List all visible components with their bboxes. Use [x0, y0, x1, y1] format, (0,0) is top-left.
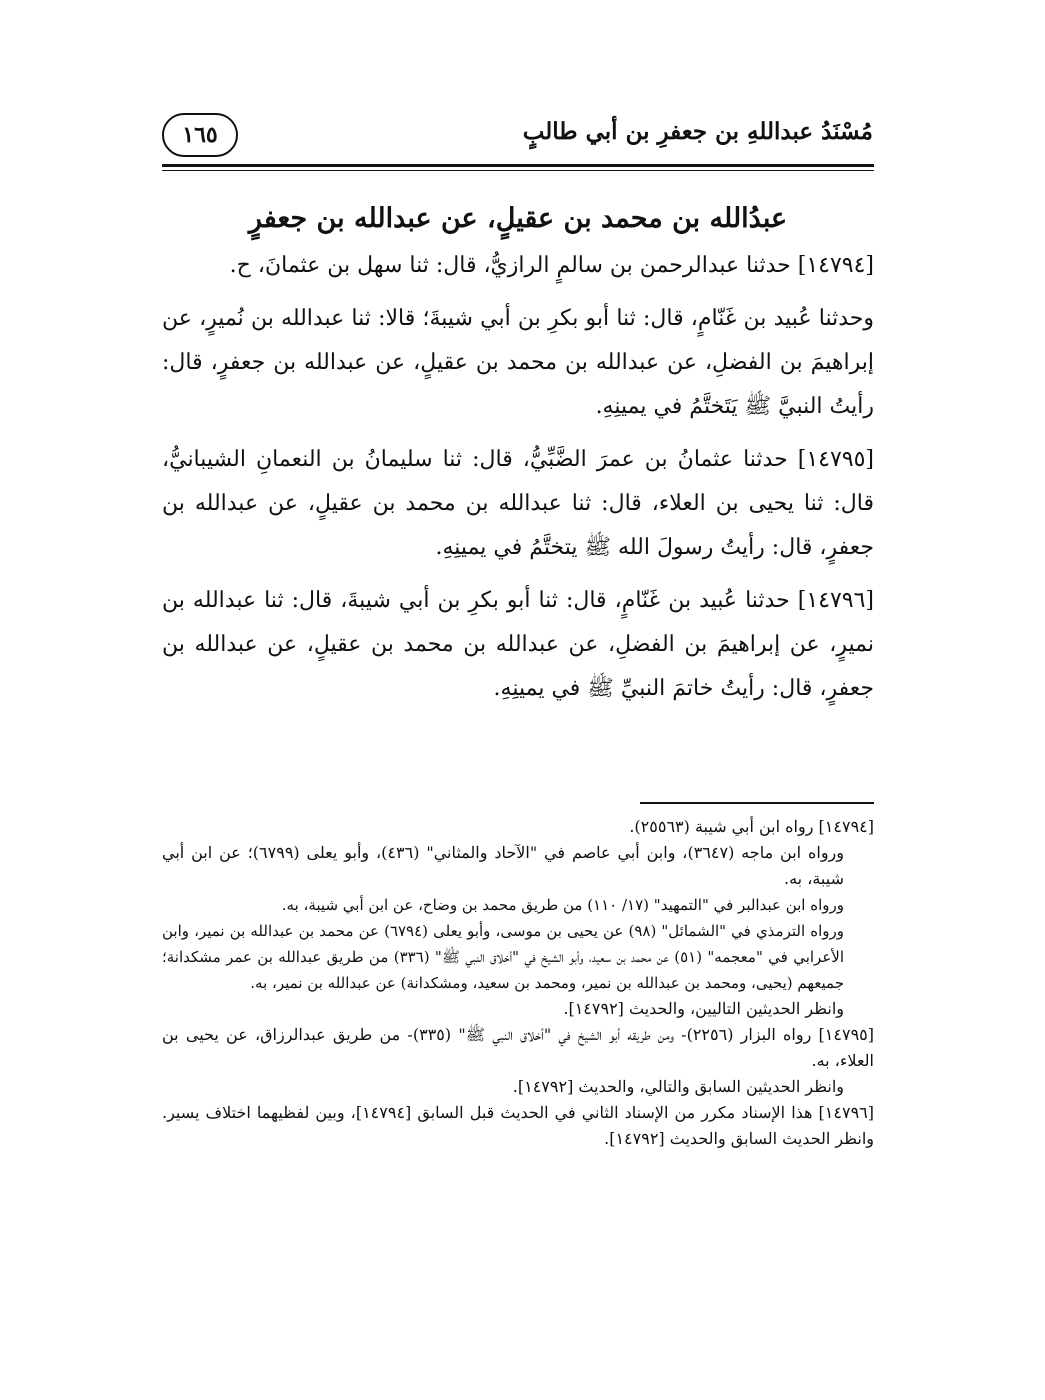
footnote: [١٤٧٩٤] رواه ابن أبي شيبة (٢٥٥٦٣).: [629, 817, 874, 836]
header-rule-thick: [162, 164, 874, 167]
footnote: ورواه ابن ماجه (٣٦٤٧)، وابن أبي عاصم في "الآحاد والمثاني" (٤٣٦)، وأبو يعلى (٦٧٩٩)؛ عن ابن أبي شيبة، به.: [162, 843, 844, 888]
hadith-paragraph: [١٤٧٩٤] حدثنا عبدالرحمن بن سالمٍ الرازيُّ، قال: ثنا سهل بن عثمانَ، ح.: [229, 253, 874, 278]
footnote: ورواه ابن عبدالبر في "التمهيد" (١٧/ ١١٠) من طريق محمد بن وضاح، عن ابن أبي شيبة، به.: [281, 896, 844, 914]
hadith-paragraph: [١٤٧٩٥] حدثنا عثمانُ بن عمرَ الضَّبِّيُّ، قال: ثنا سليمانُ بن النعمانِ الشيبانيُّ، قال: ثنا يحيى بن العلاء، قال: ثنا عبدالله بن محمد بن عقيلٍ، عن عبدالله بن جعفرٍ، قال: رأيتُ رسولَ الله ﷺ يتختَّمُ في يمينِهِ.: [162, 447, 874, 560]
footnotes: [162, 814, 874, 1152]
footnote: وانظر الحديثين السابق والتالي، والحديث [١٤٧٩٢].: [512, 1077, 844, 1096]
footnote: ورواه الترمذي في "الشمائل" (٩٨) عن يحيى بن موسى، وأبو يعلى (٦٧٩٤) عن محمد بن عبدالله بن نمير، وابن الأعرابي في "معجمه" (٥١) عن محمد بن سعيد، وأبو الشيخ في "أخلاق النبي ﷺ" (٣٣٦) من طريق عبدالله بن عمر مشكدانة؛ جميعهم (يحيى، ومحمد بن عبدالله بن نمير، ومحمد بن سعيد، ومشكدانة) عن عبدالله بن نمير، به.: [162, 922, 844, 992]
hadith-paragraph: [١٤٧٩٦] حدثنا عُبيد بن غَنّامٍ، قال: ثنا أبو بكرِ بن أبي شيبةَ، قال: ثنا عبدالله بن نميرٍ، عن إبراهيمَ بن الفضلِ، عن عبدالله بن محمد بن عقيلٍ، عن عبدالله بن جعفرٍ، قال: رأيتُ خاتمَ النبيِّ ﷺ في يمينِهِ.: [162, 588, 874, 701]
hadith-paragraph: وحدثنا عُبيد بن غَنّامٍ، قال: ثنا أبو بكرِ بن أبي شيبةَ؛ قالا: ثنا عبدالله بن نُميرٍ، عن إبراهيمَ بن الفضلِ، عن عبدالله بن محمد بن عقيلٍ، عن عبدالله بن جعفرٍ، قال: رأيتُ النبيَّ ﷺ يَتَختَّمُ في يمينِهِ.: [162, 306, 874, 419]
chapter-title: عبدُالله بن محمد بن عقيلٍ، عن عبدالله بن جعفرٍ: [248, 203, 788, 234]
main-text: [162, 196, 874, 720]
page-number: ١٦٥: [162, 113, 238, 157]
footnote: وانظر الحديثين التاليين، والحديث [١٤٧٩٢].: [563, 999, 844, 1018]
footnote: [١٤٧٩٥] رواه البزار (٢٢٥٦)- ومن طريقه أبو الشيخ في "أخلاق النبي ﷺ" (٣٣٥)- من طريق عبدالرزاق، عن يحيى بن العلاء، به.: [162, 1025, 875, 1070]
running-head: مُسْنَدُ عبداللهِ بن جعفرِ بن أبي طالبٍ: [522, 118, 873, 145]
footnote: [١٤٧٩٦] هذا الإسناد مكرر من الإسناد الثاني في الحديث قبل السابق [١٤٧٩٤]، وبين لفظيهما اختلاف يسير. وانظر الحديث السابق والحديث [١٤٧٩٢].: [162, 1103, 875, 1148]
header-rule-thin: [162, 170, 874, 171]
footnote-separator: [640, 802, 874, 804]
